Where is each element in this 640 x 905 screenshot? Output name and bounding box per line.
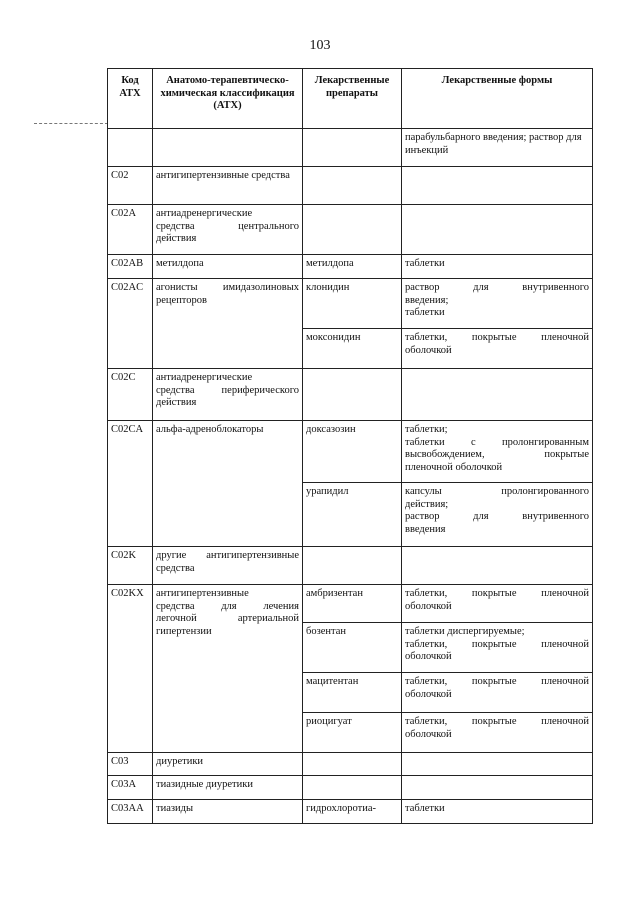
table-row	[108, 329, 593, 369]
cell-code	[108, 623, 153, 673]
cell-code	[108, 713, 153, 753]
table-row	[108, 547, 593, 585]
cell-drug: клонидин	[303, 279, 402, 329]
cell-atc	[153, 129, 303, 167]
table-row	[108, 369, 593, 421]
cell-forms	[402, 713, 593, 753]
atc-line: гипертензии	[156, 625, 212, 637]
forms-line: таблетки с пролонгированным	[405, 436, 589, 448]
cell-drug: доксазозин	[303, 421, 402, 483]
cell-code: C02A	[108, 205, 153, 255]
cell-atc	[153, 329, 303, 369]
cell-atc: метилдопа	[153, 255, 303, 279]
cell-code: C02AB	[108, 255, 153, 279]
forms-line: таблетки, покрытые пленочной	[405, 588, 589, 599]
cell-code: C02C	[108, 369, 153, 421]
cell-forms: таблетки	[402, 255, 593, 279]
forms-line: таблетки диспергируемые;	[405, 626, 525, 637]
forms-line: действия;	[405, 498, 449, 510]
table-row	[108, 167, 593, 205]
forms-line: оболочкой	[405, 688, 452, 700]
cell-atc: тиазидные диуретики	[153, 776, 303, 800]
forms-line: капсулы пролонгированного	[405, 486, 589, 497]
header-atc: Анатомо-терапевтическо-химическая классификация (АТХ)	[153, 69, 303, 129]
cell-forms	[402, 369, 593, 421]
atc-line: агонисты имидазолиновых	[156, 282, 299, 293]
forms-line: введения;	[405, 294, 449, 306]
forms-line: пленочной оболочкой	[405, 461, 503, 473]
atc-line: антигипертензивные	[156, 588, 249, 599]
table-row	[108, 753, 593, 776]
table-header-row	[108, 69, 593, 129]
cell-atc: альфа-адреноблокаторы	[153, 421, 303, 483]
margin-dash-line	[34, 123, 108, 124]
cell-drug: моксонидин	[303, 329, 402, 369]
cell-forms	[402, 623, 593, 673]
cell-drug: урапидил	[303, 483, 402, 547]
header-code: Код АТХ	[108, 69, 153, 129]
page-number: 103	[309, 38, 331, 53]
table-row	[108, 255, 593, 279]
atc-line: рецепторов	[156, 294, 207, 306]
forms-line: введения	[405, 523, 446, 535]
cell-drug	[303, 547, 402, 585]
table-row	[108, 585, 593, 623]
table-row	[108, 129, 593, 167]
cell-drug	[303, 369, 402, 421]
atc-line: действия	[156, 397, 197, 408]
cell-drug	[303, 129, 402, 167]
atc-line: средства для лечения	[156, 600, 299, 612]
cell-forms: парабульбарного введения; раствор для инъекций	[402, 129, 593, 167]
cell-code: C03	[108, 753, 153, 776]
table-row	[108, 483, 593, 547]
cell-drug: мацитентан	[303, 673, 402, 713]
forms-line: таблетки, покрытые пленочной	[405, 638, 589, 650]
atc-line: антиадренергические	[156, 372, 253, 383]
cell-forms	[402, 329, 593, 369]
cell-code: C03AA	[108, 800, 153, 824]
cell-drug	[303, 205, 402, 255]
cell-atc: диуретики	[153, 753, 303, 776]
forms-line: раствор для внутривенного	[405, 511, 589, 522]
cell-forms	[402, 753, 593, 776]
cell-drug	[303, 753, 402, 776]
atc-line: средства	[156, 562, 195, 574]
cell-forms	[402, 585, 593, 623]
atc-line: антиадренергические	[156, 208, 253, 219]
forms-line: оболочкой	[405, 651, 452, 662]
atc-drug-table	[107, 68, 593, 824]
cell-atc: антигипертензивные средства	[153, 167, 303, 205]
table-row	[108, 205, 593, 255]
cell-drug: метилдопа	[303, 255, 402, 279]
header-drugs: Лекарственные препараты	[303, 69, 402, 129]
cell-drug: риоцигуат	[303, 713, 402, 753]
forms-line: таблетки, покрытые пленочной	[405, 676, 589, 687]
cell-forms	[402, 483, 593, 547]
header-forms: Лекарственные формы	[402, 69, 593, 129]
cell-code	[108, 129, 153, 167]
cell-forms	[402, 421, 593, 483]
cell-forms	[402, 279, 593, 329]
cell-drug	[303, 167, 402, 205]
atc-line: легочной артериальной	[156, 613, 299, 624]
atc-line: действия	[156, 233, 197, 244]
cell-code: C02CA	[108, 421, 153, 483]
cell-forms	[402, 167, 593, 205]
cell-code: C02KX	[108, 585, 153, 623]
cell-atc	[153, 279, 303, 329]
cell-drug: бозентан	[303, 623, 402, 673]
cell-atc	[153, 205, 303, 255]
cell-code	[108, 673, 153, 713]
cell-atc	[153, 547, 303, 585]
cell-drug	[303, 776, 402, 800]
cell-forms	[402, 205, 593, 255]
table-row	[108, 279, 593, 329]
cell-code	[108, 329, 153, 369]
table-row	[108, 776, 593, 800]
atc-line: средства периферического	[156, 384, 299, 396]
forms-line: таблетки, покрытые пленочной	[405, 716, 589, 727]
forms-line: раствор для внутривенного	[405, 282, 589, 293]
cell-drug: амбризентан	[303, 585, 402, 623]
forms-line: оболочкой	[405, 344, 452, 356]
cell-drug: гидрохлоротиа-	[303, 800, 402, 824]
cell-code	[108, 483, 153, 547]
forms-line: оболочкой	[405, 600, 452, 612]
cell-atc	[153, 369, 303, 421]
cell-forms	[402, 673, 593, 713]
cell-forms: таблетки	[402, 800, 593, 824]
cell-code: C03A	[108, 776, 153, 800]
cell-atc: тиазиды	[153, 800, 303, 824]
forms-line: таблетки;	[405, 424, 448, 435]
forms-line: оболочкой	[405, 728, 452, 740]
atc-line: другие антигипертензивные	[156, 550, 299, 561]
atc-line: средства центрального	[156, 220, 299, 232]
cell-forms	[402, 776, 593, 800]
forms-line: высвобождением, покрытые	[405, 449, 589, 460]
cell-atc	[153, 483, 303, 547]
cell-forms	[402, 547, 593, 585]
cell-code: C02K	[108, 547, 153, 585]
cell-code: C02	[108, 167, 153, 205]
table-row	[108, 800, 593, 824]
cell-code: C02AC	[108, 279, 153, 329]
table-row	[108, 421, 593, 483]
forms-line: таблетки, покрытые пленочной	[405, 332, 589, 343]
forms-line: таблетки	[405, 307, 445, 318]
cell-atc	[153, 585, 303, 753]
